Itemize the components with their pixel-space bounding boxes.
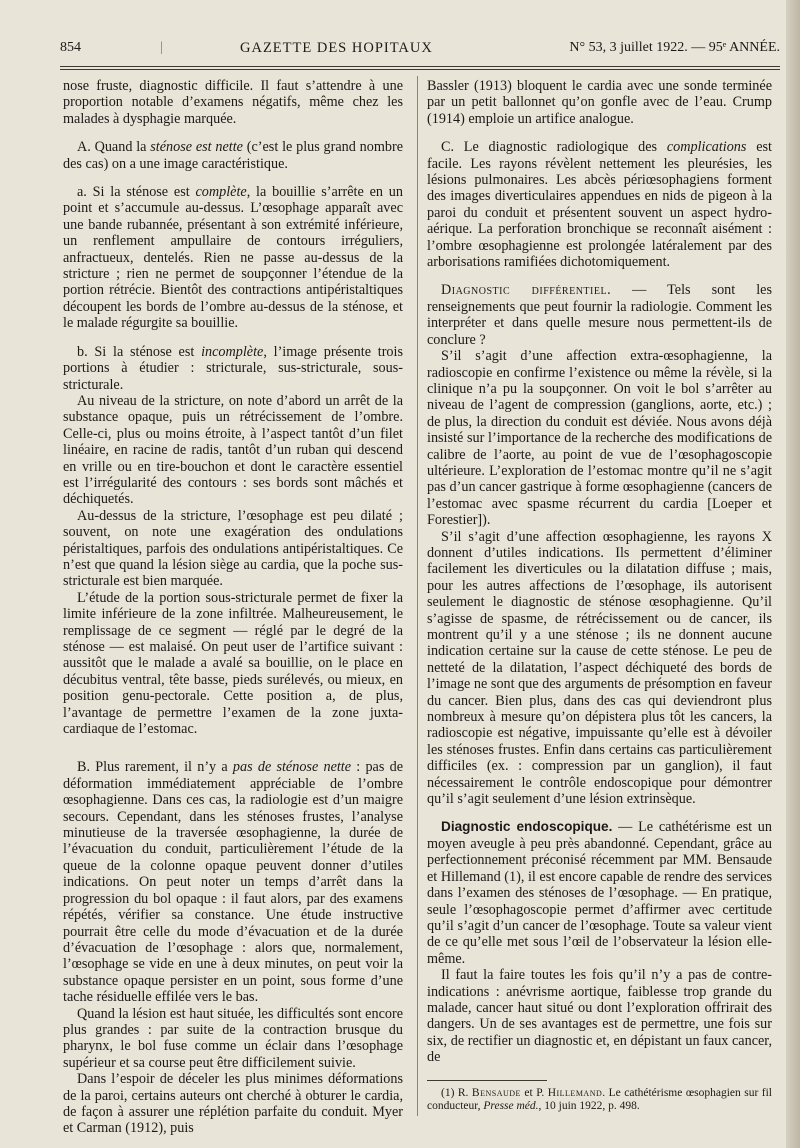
section-differential <box>427 282 772 348</box>
paragraph: Il faut la faire toutes les fois qu’il n’y a pas de contre-indications : anévrisme aortique, faiblesse trop grande du malade, cancer haut situé ou dont l’exploration offrirait des dangers. Un de ses avantages est de permettre, une fois sur six, de rectifier un diagnostic et, en dépistant un faux cancer, de <box>427 967 772 1066</box>
paragraph: S’il s’agit d’une affection extra-œsophagienne, la radioscopie en confirme l’existence ou même la révèle, si la clinique n’a pu la soupçonner. On voit le bol s’arrêter au niveau de l’agent de compression (ganglions, aorte, etc.) ; de plus, la direction du conduit est déviée. Nous avons déjà insisté sur l’importance de la recherche des modifications de calibre de l’aorte, au point de vue de l’œsophagoscopie ultérieure. L’exploration de l’estomac montre qu’il ne s’agit pas d’un cancer gastrique à forme œsophagienne (cancers de l’estomac avec spasme récurrent du cardia [Loeper et Forestier]). <box>427 348 772 529</box>
paragraph: Au niveau de la stricture, on note d’abord un arrêt de la substance opaque, puis un rétrécissement de l’ombre. Celle-ci, plus ou moins étroite, à l’aspect tantôt d’un filet linéaire, en racine de radis, tantôt d’un ruban qui descend en vrille ou en tire-bouchon et dont le caractère essentiel est l’irrégularité des contours : ses bords sont mâchés et déchiquetés. <box>63 392 403 508</box>
paragraph-lead: C. Le diagnostic radiologique des <box>441 139 667 156</box>
paragraph-b <box>63 344 403 393</box>
emphasis: pas de sténose nette <box>232 759 352 776</box>
footnote-author: Bensaude <box>471 1086 521 1099</box>
emphasis: complète <box>195 184 247 201</box>
paragraph: nose fruste, diagnostic difficile. Il faut s’attendre à une proportion notable d’examens négatifs, même chez les malades à dysphagie marquée. <box>63 78 403 127</box>
running-header <box>60 40 780 60</box>
right-column <box>427 78 772 1114</box>
paragraph-lead: A. Quand la <box>77 139 151 156</box>
journal-title: GAZETTE DES HOPITAUX <box>240 40 433 56</box>
paragraph-a <box>63 184 403 332</box>
column-divider <box>417 76 418 1116</box>
footnote-author: Hillemand <box>547 1086 603 1099</box>
section-heading: Diagnostic différentiel. <box>441 282 612 299</box>
page-number: 854 <box>60 40 81 55</box>
paragraph: Quand la lésion est haut située, les difficultés sont encore plus grandes : par suite de la contraction brusque du pharynx, le bol fuse comme un éclair dans l’œsophage supérieur et sa course peut être difficilement suivie. <box>63 1005 403 1071</box>
paragraph-text: , l’image présente trois portions à étudier : stricturale, sus-stricturale, sous-stricturale. <box>63 343 403 393</box>
footnote-text: , 10 juin 1922, p. 498. <box>538 1100 640 1113</box>
paragraph-C <box>427 139 772 270</box>
paragraph-lead: b. Si la sténose est <box>77 343 202 360</box>
footnote-text: et P. <box>520 1086 548 1099</box>
emphasis: complications <box>666 139 747 156</box>
section-endoscopic <box>427 819 772 967</box>
paragraph-text: (c’est le plus grand nombre des cas) on a une image caractéristique. <box>63 139 403 172</box>
page-edge <box>786 0 800 1148</box>
paragraph: Dans l’espoir de déceler les plus minimes déformations de la paroi, certains auteurs ont cherché à obturer le cardia, de façon à assurer une réplétion parfaite du conduit. Myer et Carman (1912), puis <box>63 1071 403 1137</box>
footnote-rule <box>427 1080 547 1081</box>
paragraph-lead: a. Si la sténose est <box>77 184 196 201</box>
paragraph-text: , la bouillie s’arrête en un point et s’accumule au-dessus. L’œsophage apparaît avec une bande rubannée, présentant à son extrémité inférieure, un renflement ampullaire de contours irréguliers, anfractueux, dentelés. Rien ne passe au-dessus de la stricture ; rien ne permet de soupçonner l’étendue de la portion rétrécie. Bientôt des contractions antipéristaltiques découpent les bords de l’ombre au-dessus de la sténose, et le malade régurgite sa bouillie. <box>63 184 403 332</box>
footnote-journal: Presse méd. <box>483 1100 539 1113</box>
paragraph-text: est facile. Les rayons révèlent nettement les pleurésies, les lésions pulmonaires. Les abcès périœsophagiens forment des images diverticulaires appendues en nids de pigeon à la paroi du conduit et présentent souvent un aspect hydro-aérique. La perforation bronchique se reconnaît aisément : l’ombre œsophagienne est prolongée latéralement par des arborisations ramifiées dichotomiquement. <box>427 139 772 271</box>
section-heading: Diagnostic endoscopique. <box>441 819 613 835</box>
header-rule-secondary <box>60 69 780 70</box>
header-rule <box>60 66 780 67</box>
paragraph-lead: B. Plus rarement, il n’y a <box>77 759 233 776</box>
paragraph-text: : pas de déformation immédiatement appréciable de l’ombre œsophagienne. Dans ces cas, la radiologie est d’un maigre secours. Cependant, dans les sténoses frustes, l’analyse minutieuse de la traversée œsophagienne, la durée de l’évacuation du conduit, particulièrement l’étude de la queue de la colonne opaque peuvent donner d’utiles indications. On peut noter un temps d’arrêt dans la progression du bol opaque : il faut alors, par des examens répétés, vérifier sa constance. Une étude instructive pourrait être celle du mode d’évacuation et de la durée d’évacuation de l’œsophage : alors que, normalement, l’œsophage se vide en une à deux minutes, on peut voir la substance opaque persister en un point, sous forme d’une tache résiduelle effilée vers le bas. <box>63 759 403 1006</box>
left-column <box>63 78 403 1137</box>
paragraph: L’étude de la portion sous-stricturale permet de fixer la limite inférieure de la zone infiltrée. Malheureusement, le remplissage de ce segment — réglé par le degré de la sténose — est malaisé. On peut user de l’artifice suivant : aussitôt que le malade a avalé sa bouillie, on le place en décubitus ventral, tête basse, pieds surélevés, ou mieux, en position genu-pectorale. Cette position a, de plus, l’avantage de permettre l’examen de la zone juxta-cardiaque de l’estomac. <box>63 589 403 738</box>
paragraph-B <box>63 759 403 1005</box>
paragraph: Au-dessus de la stricture, l’œsophage est peu dilaté ; souvent, on note une exagération des ondulations péristaltiques, parfois des ondulations antipéristaltiques. Ce n’est que quand la lésion siège au cardia, que la poche sus-stricturale est bien marquée. <box>63 507 403 590</box>
paragraph-text: — Tels sont les renseignements que peut fournir la radiologie. Comment les interpréter et dans quelle mesure nous permettent-ils de conclure ? <box>427 282 772 348</box>
footnote-text: . Le cathétérisme œsophagien sur fil conducteur, <box>427 1086 772 1113</box>
emphasis: sténose est nette <box>150 139 243 156</box>
emphasis: incomplète <box>201 343 264 360</box>
footnote-prefix: (1) R. <box>441 1086 472 1099</box>
paragraph-A <box>63 139 403 172</box>
issue-info: N° 53, 3 juillet 1922. — 95ᵉ ANNÉE. <box>569 40 780 55</box>
paragraph: Bassler (1913) bloquent le cardia avec une sonde terminée par un petit ballonnet qu’on gonfle avec de l’eau. Crump (1914) emploie un artifice analogue. <box>427 78 772 127</box>
header-separator: | <box>160 40 163 55</box>
footnote <box>427 1087 772 1114</box>
paragraph: S’il s’agit d’une affection œsophagienne, les rayons X donnent d’utiles indications. Ils permettent d’éliminer facilement les diverticules ou la dilatation diffuse ; mais, pour les autres affections de l’œsophage, ils autorisent seulement le diagnostic de sténose œsophagienne. Qu’il s’agisse de spasme, de rétrécissement ou de cancer, ils montrent qu’il y a une sténose ; ils ne donnent aucune indication certaine sur la cause de cette sténose. Le peu de netteté de la dilatation, l’aspect déchiqueté des bords de l’image ne sont que des arguments de présomption en faveur du cancer. Bien plus, dans des cas qui deviendront plus nombreux à mesure qu’on dépistera plus tôt les cancers, la radioscopie est négative, impuissante qu’elle est à dévoiler les sténoses frustes. Enfin dans certains cas particulièrement difficiles (ex. : compression par un ganglion), il faut nécessairement le contrôle endoscopique pour démontrer qu’il s’agit seulement d’une lésion extrinsèque. <box>427 528 772 808</box>
paragraph-text: — Le cathétérisme est un moyen aveugle à peu près abandonné. Cependant, grâce au perfectionnement préconisé récemment par MM. Bensaude et Hillemand (1), il est encore capable de rendre des services dans l’examen des sténoses de l’œsophage. — En pratique, seule l’œsophagoscopie permet d’affirmer avec certitude qu’il s’agit d’un cancer de l’œsophage. Toute sa valeur vient de ce qu’elle met sous l’œil de l’observateur la lésion elle-même. <box>427 819 772 967</box>
